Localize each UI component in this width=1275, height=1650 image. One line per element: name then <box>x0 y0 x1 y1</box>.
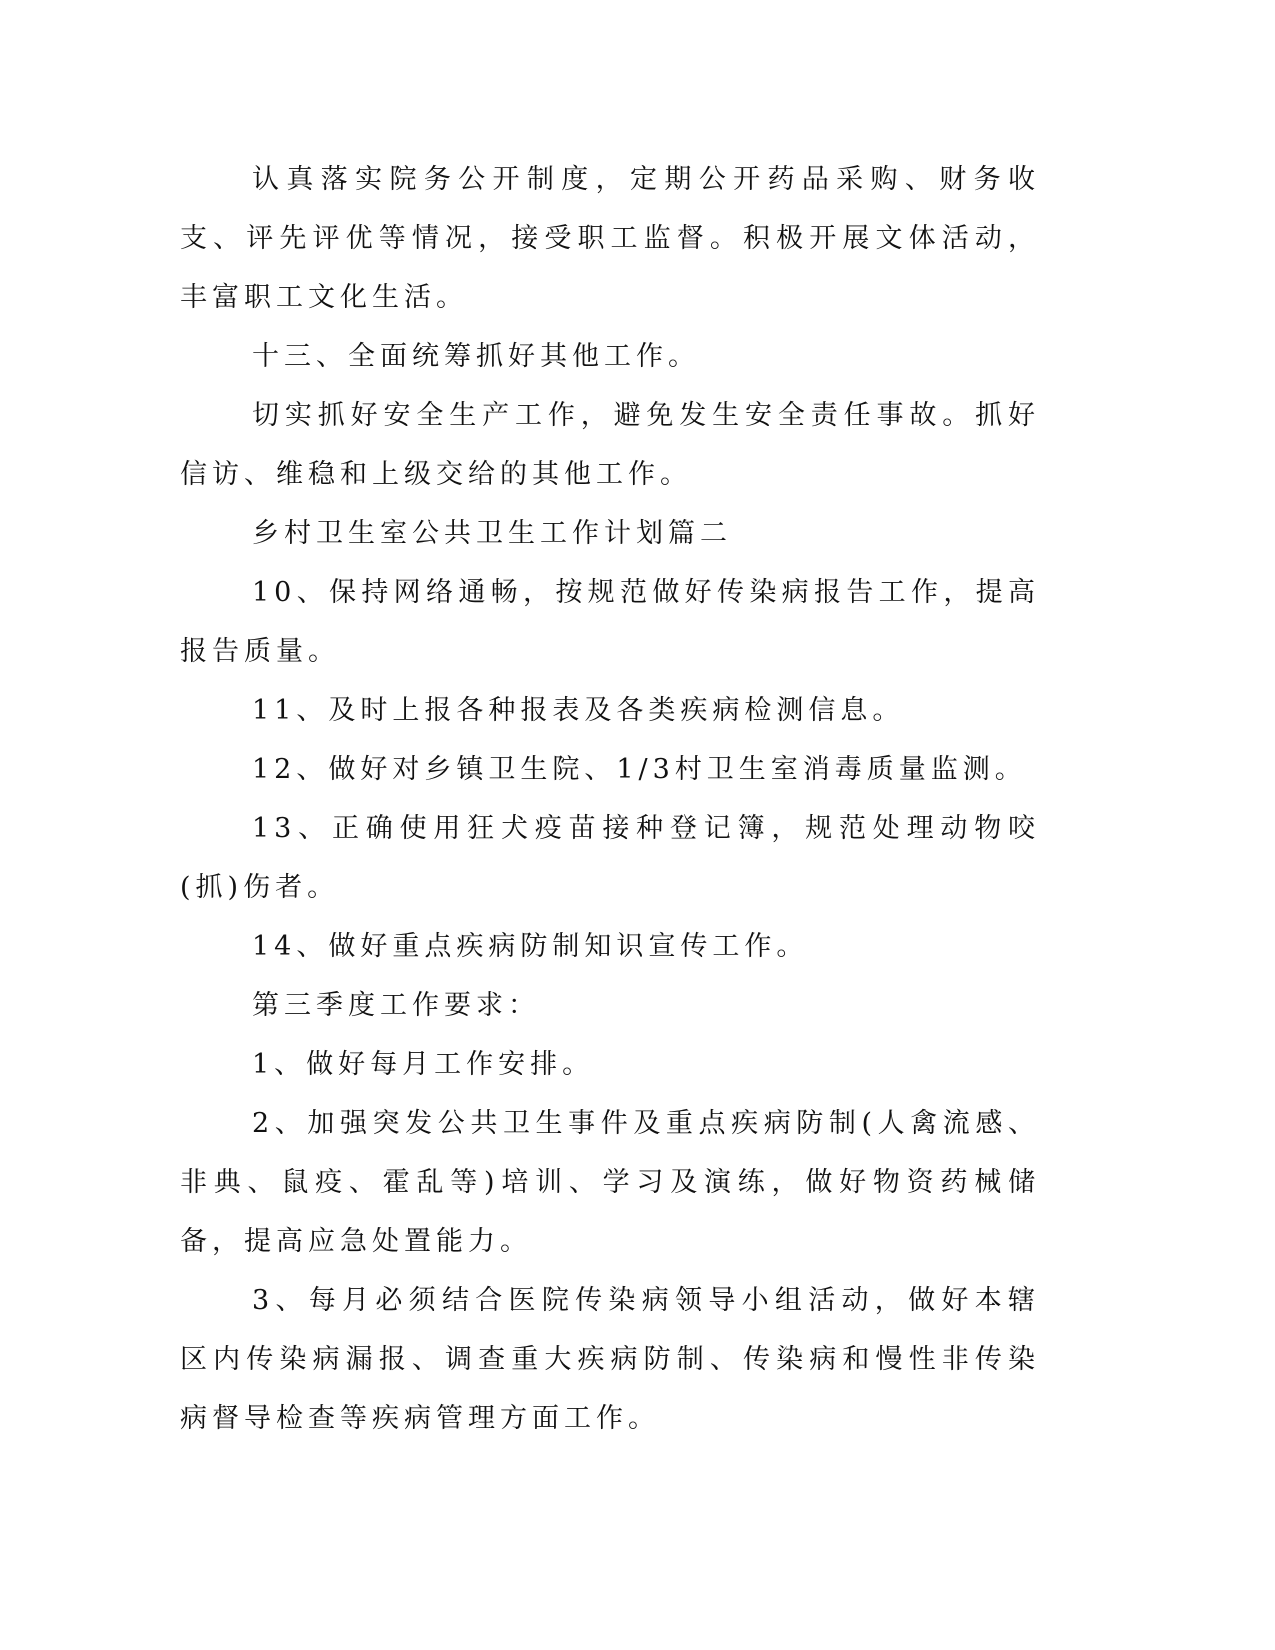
subheading-q3-requirements: 第三季度工作要求： <box>252 990 540 1021</box>
paragraph-disclosure: 认真落实院务公开制度，定期公开药品采购、财务收支、评先评优等情况，接受职工监督。积极开展文体活动，丰富职工文化生活。 <box>180 164 1040 313</box>
list-item-10: 10、保持网络通畅，按规范做好传染病报告工作，提高报告质量。 <box>180 577 1040 667</box>
list-item-13: 13、正确使用狂犬疫苗接种登记簿，规范处理动物咬(抓)伤者。 <box>180 813 1040 903</box>
list-item-11: 11、及时上报各种报表及各类疾病检测信息。 <box>252 695 905 726</box>
requirement-item-2: 2、加强突发公共卫生事件及重点疾病防制(人禽流感、非典、鼠疫、霍乱等)培训、学习及演练，做好物资药械储备，提高应急处置能力。 <box>180 1108 1040 1257</box>
requirement-item-3: 3、每月必须结合医院传染病领导小组活动，做好本辖区内传染病漏报、调查重大疾病防制、传染病和慢性非传染病督导检查等疾病管理方面工作。 <box>180 1285 1040 1434</box>
list-item-14: 14、做好重点疾病防制知识宣传工作。 <box>252 931 809 962</box>
paragraph-safety: 切实抓好安全生产工作，避免发生安全责任事故。抓好信访、维稳和上级交给的其他工作。 <box>180 400 1040 490</box>
heading-item-13: 十三、全面统筹抓好其他工作。 <box>252 341 700 372</box>
requirement-item-1: 1、做好每月工作安排。 <box>252 1049 595 1080</box>
document-body <box>180 150 1040 1448</box>
list-item-12: 12、做好对乡镇卫生院、1/3村卫生室消毒质量监测。 <box>252 754 1027 785</box>
section-title: 乡村卫生室公共卫生工作计划篇二 <box>252 518 732 549</box>
